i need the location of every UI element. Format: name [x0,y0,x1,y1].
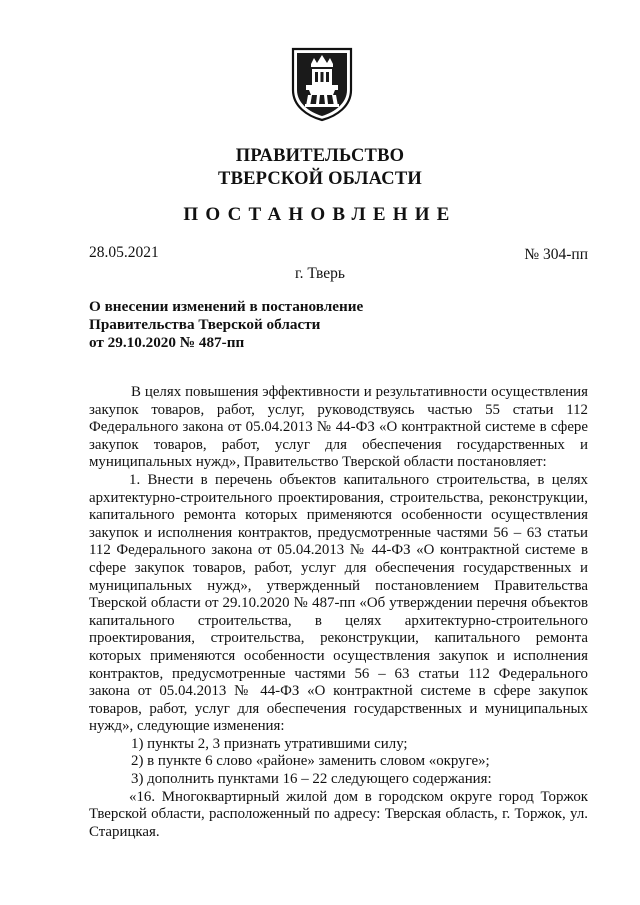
preamble-paragraph: В целях повышения эффективности и результативности осуществления закупок товаров, работ, услуг, руководствуясь частью 55 статьи 112 Федерального закона от 05.04.2013 № 44-ФЗ «О контрактной системе в сфере закупок товаров, работ, услуг для обеспечения государственных и муниципальных нужд», Правительство Тверской области постановляет: [89,384,588,471]
item-1-paragraph: 1. Внести в перечень объектов капитального строительства, в целях архитектурно-строительного проектирования, строительства, реконструкции, капитального ремонта которых применяются особенности осуществления закупок и исполнения контрактов, предусмотренные частями 56 – 63 статьи 112 Федерального закона от 05.04.2013 № 44-ФЗ «О контрактной системе в сфере закупок товаров, работ, услуг для обеспечения государственных и муниципальных нужд», утвержденный постановлением Правительства Тверской области от 29.10.2020 № 487-пп «Об утверждении перечня объектов капитального строительства, в целях архитектурно-строительного проектирования, строительства, реконструкции, капитального ремонта которых применяются особенности осуществления закупок и исполнения контрактов, предусмотренные частями 56 – 63 статьи 112 Федерального закона от 05.04.2013 № 44-ФЗ «О контрактной системе в сфере закупок товаров, работ, услуг для обеспечения государственных и муниципальных нужд», следующие изменения: [89,471,588,735]
sub-item-1: 1) пункты 2, 3 признать утратившими силу; [131,735,408,752]
document-city: г. Тверь [295,265,345,282]
document-type-title: ПОСТАНОВЛЕНИЕ [183,204,457,225]
sub-item-2: 2) в пункте 6 слово «районе» заменить словом «округе»; [131,753,490,770]
sub-item-3: 3) дополнить пунктами 16 – 22 следующего содержания: [131,771,492,788]
document-body [89,384,588,841]
tver-coat-of-arms-icon [291,46,353,122]
item-16-paragraph: «16. Многоквартирный жилой дом в городском округе город Торжок Тверской области, расположенный по адресу: Тверская область, г. Торжок, ул. Старицкая. [89,788,588,840]
subject-line-1: О внесении изменений в постановление [89,298,364,315]
organization-name-line-2: ТВЕРСКОЙ ОБЛАСТИ [218,169,422,189]
document-subject [89,298,363,352]
document-number: № 304-пп [524,246,588,263]
organization-name-line-1: ПРАВИТЕЛЬСТВО [235,146,405,166]
document-date: 28.05.2021 [89,244,159,261]
subject-line-2: Правительства Тверской области [89,316,321,333]
subject-line-3: от 29.10.2020 № 487-пп [89,334,245,351]
